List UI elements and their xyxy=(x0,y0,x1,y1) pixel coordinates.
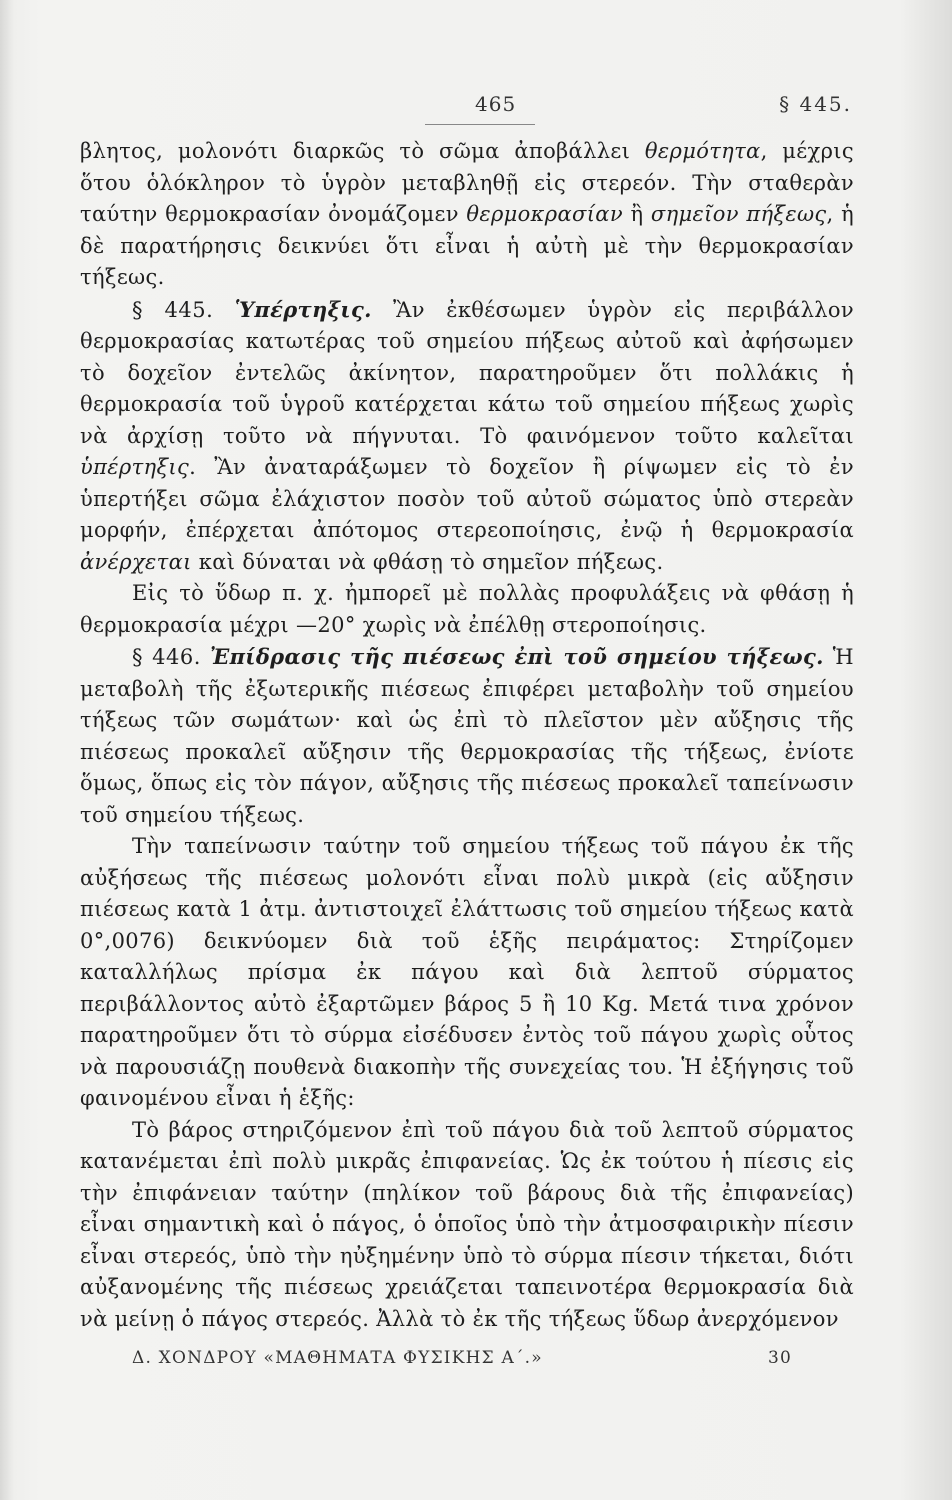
water-example-paragraph: Εἰς τὸ ὕδωρ π. χ. ἠμπορεῖ μὲ πολλὰς προφυλάξεις νὰ φθάσῃ ἡ θερμοκρασία μέχρι —20° χωρὶς νὰ ἐπέλθῃ στεροποίησις. xyxy=(80,581,854,637)
explanation-paragraph: Τὸ βάρος στηριζόμενον ἐπὶ τοῦ πάγου διὰ τοῦ λεπτοῦ σύρματος κατανέμεται ἐπὶ πολὺ μικρᾶς ἐπιφανείας. Ὡς ἐκ τούτου ἡ πίεσις εἰς τὴν ἐπιφάνειαν ταύτην (πηλίκον τοῦ βάρους διὰ τῆς ἐπιφανείας) εἶναι σημαντικὴ καὶ ὁ πάγος, ὁ ὁποῖος ὑπὸ τὴν ἀτμοσφαιρικὴν πίεσιν εἶναι στερεός, ὑπὸ τὴν ηὐξημένην ὑπὸ τὸ σύρμα πίεσιν τήκεται, διότι αὐξανομένης τῆς πιέσεως χρειάζεται ταπεινοτέρα θερμοκρασία διὰ νὰ μείνῃ ὁ πάγος στερεός. Ἀλλὰ τὸ ἐκ τῆς τήξεως ὕδωρ ἀνερχόμενον xyxy=(80,1117,854,1331)
section-number: § 445. xyxy=(132,297,214,322)
emphasis-text: ἀνέρχεται xyxy=(80,549,192,574)
page-number: 465 xyxy=(475,92,517,116)
page-footer xyxy=(132,1348,792,1374)
text-run: , ἡ δὲ παρατήρησις δεικνύει ὅτι εἶναι ἡ αὐτὴ μὲ τὴν θερμοκρασίαν τήξεως. xyxy=(80,202,855,289)
page-body xyxy=(80,136,854,1335)
paragraph-continuation xyxy=(80,136,854,294)
section-445-paragraph xyxy=(80,294,854,579)
section-number: § 446. xyxy=(132,645,201,669)
section-446-paragraph xyxy=(80,641,854,831)
text-run: ἢ xyxy=(622,202,651,226)
text-run: . Ἂν ἀναταράξωμεν τὸ δοχεῖον ἢ ρίψωμεν εἰς τὸ ἐν ὑπερτήξει σῶμα ἐλάχιστον ποσὸν τοῦ αὐτοῦ σώματος ὑπὸ στερεὰν μορφήν, ἐπέρχεται ἀπότομος στερεοποίησις, ἐνῷ ἡ θερμοκρασία xyxy=(80,455,854,542)
book-signature: Δ. ΧΟΝΔΡΟΥ «ΜΑΘΗΜΑΤΑ ΦΥΣΙΚΗΣ Α΄.» xyxy=(132,1348,543,1368)
emphasis-text: θερμοκρασίαν xyxy=(466,202,623,226)
section-title: Ὑπέρτηξις. xyxy=(234,296,372,322)
text-run: , μέχρις ὅτου ὁλόκληρον τὸ ὑγρὸν μεταβληθῇ εἰς στερεόν. Τὴν σταθερὰν ταύτην θερμοκρασίαν ὀνομάζομεν xyxy=(80,139,854,226)
sheet-number: 30 xyxy=(767,1348,792,1368)
experiment-paragraph: Τὴν ταπείνωσιν ταύτην τοῦ σημείου τήξεως τοῦ πάγου ἐκ τῆς αὐξήσεως τῆς πιέσεως μολονότι εἶναι πολὺ μικρὰ (εἰς αὔξησιν πιέσεως κατὰ 1 ἀτμ. ἀντιστοιχεῖ ἐλάττωσις τοῦ σημείου τήξεως κατὰ 0°,0076) δεικνύομεν διὰ τοῦ ἑξῆς πειράματος: Στηρίζομεν καταλλήλως πρίσμα ἐκ πάγου καὶ διὰ λεπτοῦ σύρματος περιβάλλοντος αὐτὸ ἐξαρτῶμεν βάρος 5 ἢ 10 Kg. Μετά τινα χρόνον παρατηροῦμεν ὅτι τὸ σύρμα εἰσέδυσεν ἐντὸς τοῦ πάγου χωρὶς οὗτος νὰ παρουσιάζῃ πουθενὰ διακοπὴν τῆς συνεχείας του. Ἡ ἐξήγησις τοῦ φαινομένου εἶναι ἡ ἑξῆς: xyxy=(80,834,854,1110)
text-run: Ἡ μεταβολὴ τῆς ἐξωτερικῆς πιέσεως ἐπιφέρει μεταβολὴν τοῦ σημείου τήξεως τῶν σωμάτων· καὶ ὡς ἐπὶ τὸ πλεῖστον μὲν αὔξησις τῆς πιέσεως προκαλεῖ αὔξησιν τῆς θερμοκρασίας τῆς τήξεως, ἐνίοτε ὅμως, ὅπως εἰς τὸν πάγον, αὔξησις τῆς πιέσεως προκαλεῖ ταπείνωσιν τοῦ σημείου τήξεως. xyxy=(80,645,854,827)
section-title: Ἐπίδρασις τῆς πιέσεως ἐπὶ τοῦ σημείου τήξεως. xyxy=(209,644,824,669)
section-reference: § 445. xyxy=(779,92,852,116)
emphasis-text: ὑπέρτηξις xyxy=(80,455,190,479)
emphasis-text: σημεῖον πήξεως xyxy=(650,202,827,226)
header-rule xyxy=(425,124,535,125)
emphasis-text: θερμότητα xyxy=(644,139,761,163)
text-run: βλητος, μολονότι διαρκῶς τὸ σῶμα ἀποβάλλει xyxy=(80,139,645,163)
page-header xyxy=(80,92,852,122)
text-run: καὶ δύναται νὰ φθάσῃ τὸ σημεῖον πήξεως. xyxy=(191,549,664,574)
text-run: Ἂν ἐκθέσωμεν ὑγρὸν εἰς περιβάλλον θερμοκρασίας κατωτέρας τοῦ σημείου πήξεως αὐτοῦ καὶ ἀφήσωμεν τὸ δοχεῖον ἐντελῶς ἀκίνητον, παρατηροῦμεν ὅτι πολλάκις ἡ θερμοκρασία τοῦ ὑγροῦ κατέρχεται κάτω τοῦ σημείου πήξεως χωρὶς νὰ ἀρχίσῃ τοῦτο νὰ πήγνυται. Τὸ φαινόμενον τοῦτο καλεῖται xyxy=(80,297,855,448)
